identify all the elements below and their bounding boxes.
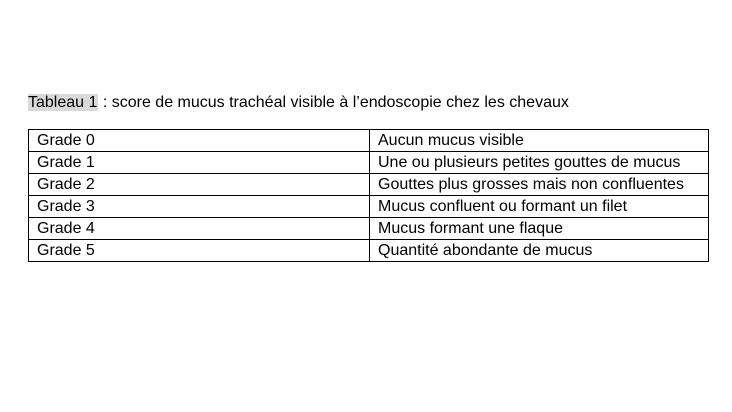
table-caption bbox=[28, 93, 569, 113]
description-cell: Mucus formant une flaque bbox=[370, 218, 709, 240]
grade-cell: Grade 1 bbox=[29, 152, 370, 174]
description-cell: Mucus confluent ou formant un filet bbox=[370, 196, 709, 218]
table-row bbox=[29, 218, 709, 240]
description-cell: Une ou plusieurs petites gouttes de mucus bbox=[370, 152, 709, 174]
grade-cell: Grade 4 bbox=[29, 218, 370, 240]
table-row bbox=[29, 240, 709, 262]
grade-cell: Grade 3 bbox=[29, 196, 370, 218]
description-cell: Aucun mucus visible bbox=[370, 130, 709, 152]
table-row bbox=[29, 174, 709, 196]
grade-cell: Grade 0 bbox=[29, 130, 370, 152]
table-caption-text: : score de mucus trachéal visible à l’endoscopie chez les chevaux bbox=[98, 94, 569, 111]
mucus-score-table bbox=[28, 129, 709, 262]
table-row bbox=[29, 152, 709, 174]
description-cell: Quantité abondante de mucus bbox=[370, 240, 709, 262]
table-row bbox=[29, 130, 709, 152]
grade-cell: Grade 5 bbox=[29, 240, 370, 262]
table-caption-label: Tableau 1 bbox=[28, 94, 98, 111]
table-row bbox=[29, 196, 709, 218]
description-cell: Gouttes plus grosses mais non confluentes bbox=[370, 174, 709, 196]
grade-cell: Grade 2 bbox=[29, 174, 370, 196]
